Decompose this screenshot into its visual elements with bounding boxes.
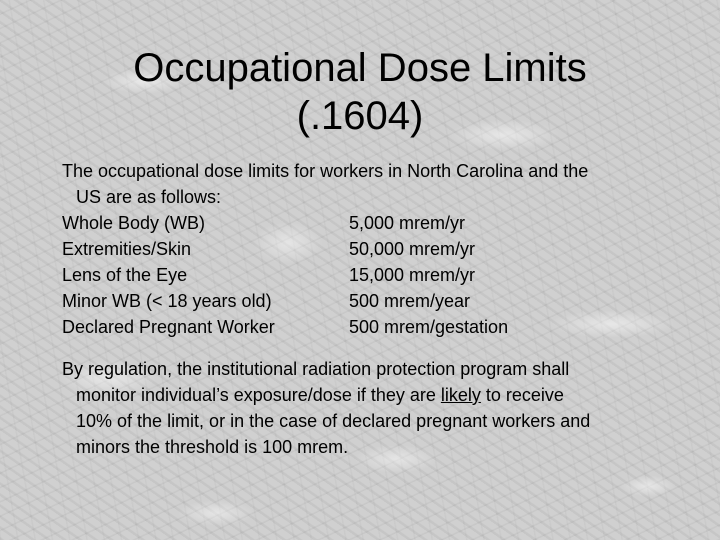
- regulation-line-4: minors the threshold is 100 mrem.: [76, 437, 349, 457]
- limit-row-whole-body: [62, 210, 662, 236]
- limit-row-minor: [62, 288, 662, 314]
- dose-limits-list: [62, 210, 662, 340]
- intro-paragraph: [62, 158, 662, 210]
- limit-value: 50,000 mrem/yr: [349, 239, 476, 259]
- limit-label: Minor WB (< 18 years old): [62, 291, 272, 311]
- regulation-line-2-start: monitor individual’s exposure/dose if they are: [76, 385, 441, 405]
- slide-title: [0, 44, 720, 140]
- limit-value: 500 mrem/gestation: [349, 317, 509, 337]
- slide-body: [62, 158, 662, 460]
- title-line-2: (.1604): [296, 94, 424, 138]
- limit-value: 15,000 mrem/yr: [349, 265, 476, 285]
- limit-value: 500 mrem/year: [349, 291, 471, 311]
- regulation-line-2-end: to receive: [480, 385, 564, 405]
- regulation-paragraph: [62, 356, 662, 460]
- intro-line-2: US are as follows:: [76, 187, 222, 207]
- limit-row-pregnant: [62, 314, 662, 340]
- limit-row-lens: [62, 262, 662, 288]
- limit-value: 5,000 mrem/yr: [349, 213, 466, 233]
- limit-row-extremities: [62, 236, 662, 262]
- title-line-1: Occupational Dose Limits: [133, 46, 587, 90]
- limit-label: Extremities/Skin: [62, 239, 192, 259]
- intro-line-1: The occupational dose limits for workers in North Carolina and the: [62, 161, 589, 181]
- limit-label: Declared Pregnant Worker: [62, 317, 275, 337]
- limit-label: Lens of the Eye: [62, 265, 188, 285]
- regulation-line-3: 10% of the limit, or in the case of declared pregnant workers and: [76, 411, 591, 431]
- regulation-line-2: [62, 382, 662, 408]
- limit-label: Whole Body (WB): [62, 213, 206, 233]
- regulation-line-1: By regulation, the institutional radiation protection program shall: [62, 359, 570, 379]
- emphasis-likely: likely: [440, 385, 481, 405]
